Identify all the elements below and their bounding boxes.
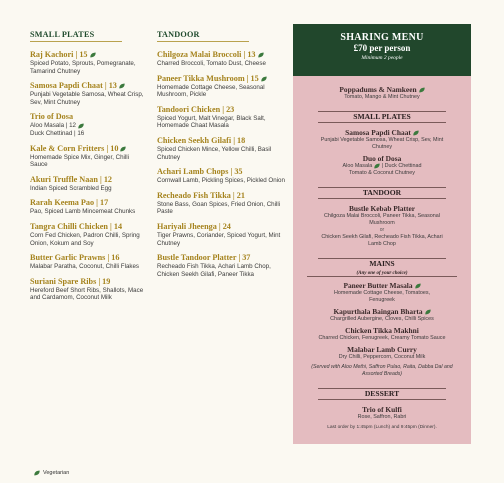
dish-description: Chargrilled Aubergine, Cloves, Chilli Spices: [330, 315, 434, 322]
dish-name: Chicken Seekh Gilafi | 18: [157, 135, 246, 145]
served-with-note: (Served with Aloo Methi, Saffron Pulao, Raita, Dabba Dal and Assorted Breads): [311, 363, 453, 377]
dish-name: Trio of Dosa: [30, 112, 74, 122]
last-order-note: Last order by 1:45pm (Lunch) and 9:45pm (Dinner).: [327, 424, 437, 430]
sharing-dessert-heading: DESSERT: [318, 388, 446, 400]
dish-name: Hariyali Jheenga | 24: [157, 221, 231, 231]
vegetarian-leaf-icon: [414, 284, 421, 289]
menu-item: [30, 198, 148, 216]
dish-description: Hereford Beef Short Ribs, Shallots, Mace and Cardamom, Coconut Milk: [30, 286, 144, 302]
vegetarian-leaf-icon: [413, 131, 420, 136]
menu-item: [157, 136, 287, 161]
vegetarian-leaf-icon: [119, 84, 126, 89]
vegetarian-leaf-icon: [89, 53, 96, 58]
sharing-menu-minimum: Minimum 2 people: [361, 55, 403, 61]
dish-description: Aloo Masala: [342, 163, 373, 169]
dish-name: Achari Lamb Chops | 35: [157, 167, 243, 177]
vegetarian-leaf-icon: [418, 88, 425, 93]
dish-description: Rose, Saffron, Rabri: [357, 413, 407, 420]
dish-name: Akuri Truffle Naan | 12: [30, 174, 113, 184]
dish-name: Suriani Spare Ribs | 19: [30, 276, 111, 286]
dish-name: Paneer Butter Masala: [343, 280, 413, 290]
dish-description: Spiced Chicken Mince, Yellow Chilli, Basil Chutney: [157, 145, 272, 161]
dish-name: Raj Kachori | 15: [30, 50, 88, 59]
dish-name: Bustle Tandoor Platter | 37: [157, 253, 251, 263]
dish-name: Tangra Chilli Chicken | 14: [30, 221, 123, 231]
dish-description: Charred Chicken, Fenugreek, Creamy Tomato Sauce: [318, 334, 446, 341]
dish-description: Indian Spiced Scrambled Egg: [30, 184, 112, 192]
menu-item: [30, 253, 148, 271]
dish-description: Spiced Yogurt, Malt Vinegar, Black Salt, Homemade Chaat Masala: [157, 114, 266, 130]
dish-name: Recheado Fish Tikka | 21: [157, 190, 245, 200]
menu-item: [30, 112, 148, 137]
sharing-menu-body: [293, 76, 471, 430]
menu-item: [30, 81, 148, 106]
sharing-small-plates-heading: SMALL PLATES: [318, 111, 446, 123]
menu-item: [30, 50, 148, 75]
menu-item: [157, 253, 287, 278]
dish-name: Trio of Kulfi: [362, 404, 402, 414]
dish-name: Paneer Tikka Mushroom | 15: [157, 73, 259, 83]
small-plates-column: [30, 24, 148, 308]
vegetarian-leaf-icon: [257, 53, 264, 58]
dish-description: Pao, Spiced Lamb Mincemeat Chunks: [30, 208, 136, 216]
menu-item: [157, 50, 287, 68]
dish-description: Duck Chettinad | 16: [30, 129, 85, 137]
vegetarian-legend-label: Vegetarian: [43, 470, 70, 476]
dish-description: Homemade Cottage Cheese, Seasonal Mushroom, Pickle: [157, 83, 265, 99]
menu-item: [157, 222, 287, 247]
dish-name: Tandoori Chicken | 23: [157, 104, 235, 114]
menu-item: [157, 74, 287, 99]
dish-description: Tiger Prawns, Coriander, Spiced Yogurt, Mint Chutney: [157, 231, 281, 247]
dish-description: Chilgoza Malai Broccoli, Paneer Tikka, Seasonal Mushroom: [324, 213, 440, 226]
vegetarian-leaf-icon: [260, 76, 267, 81]
vegetarian-leaf-icon: [120, 146, 127, 151]
dish-description: Aloo Masala | 12: [30, 122, 76, 130]
menu-item: [157, 167, 287, 185]
dish-name: Kapurthala Baingan Bharta: [333, 306, 423, 316]
dish-name: Duo of Dosa: [362, 154, 402, 163]
sharing-menu-header: [293, 24, 471, 76]
dish-description: Punjabi Vegetable Samosa, Wheat Crisp, Sev, Mint Chutney: [320, 137, 444, 150]
dish-description: Punjabi Vegetable Samosa, Wheat Crisp, Sev, Mint Chutney: [30, 91, 144, 106]
dish-description: Chicken Seekh Gilafi, Recheado Fish Tikka, Achari Lamb Chop: [321, 234, 443, 247]
menu-item: [157, 191, 287, 216]
mains-subtitle: (Any one of your choice): [356, 271, 408, 276]
dish-description: Homemade Spice Mix, Ginger, Chilli Sauce: [30, 153, 130, 169]
menu-item: [30, 144, 148, 169]
dish-description: Malabar Paratha, Coconut, Chilli Flakes: [30, 263, 140, 271]
dish-name: Kale & Corn Fritters | 10: [30, 143, 119, 153]
dish-name: Chicken Tikka Makhni: [345, 325, 419, 335]
dish-description: Stone Bass, Goan Spices, Fried Onion, Chilli Paste: [157, 200, 281, 216]
vegetarian-leaf-icon: [374, 163, 381, 168]
tandoor-heading: TANDOOR: [157, 30, 249, 42]
tandoor-column: [157, 24, 287, 284]
or-separator: or: [379, 227, 385, 233]
vegetarian-leaf-icon: [424, 310, 431, 315]
vegetarian-leaf-icon: [34, 470, 41, 475]
dish-name: Chilgoza Malai Broccoli | 13: [157, 50, 256, 59]
dish-description: Tomato & Coconut Chutney: [349, 170, 415, 176]
sharing-tandoor-heading: TANDOOR: [318, 187, 446, 199]
dish-description: Charred Broccoli, Tomato Dust, Cheese: [157, 60, 266, 67]
dish-description: | Duck Chettinad: [381, 163, 422, 169]
menu-item: [30, 277, 148, 302]
dish-description: Cornwall Lamb, Pickling Spices, Pickled Onion: [157, 177, 285, 185]
dish-name: Rarah Keema Pao | 17: [30, 198, 109, 208]
small-plates-heading: SMALL PLATES: [30, 30, 122, 42]
vegetarian-leaf-icon: [78, 123, 85, 128]
sharing-menu-panel: [293, 24, 471, 444]
sharing-menu-title: SHARING MENU: [340, 32, 424, 43]
dish-name: Samosa Papdi Chaat: [345, 128, 411, 137]
dish-description: Corn Fed Chicken, Padron Chilli, Spring Onion, Kokum and Soy: [30, 231, 140, 247]
sharing-mains-heading: MAINS: [318, 258, 446, 269]
sharing-menu-price: £70 per person: [353, 43, 411, 53]
vegetarian-legend: [34, 470, 69, 476]
dish-description: Spiced Potato, Sprouts, Pomegranate, Tamarind Chutney: [30, 60, 136, 75]
dish-description: Tomato, Mango & Mint Chutney: [344, 94, 420, 100]
dish-description: Homemade Cottage Cheese, Tomatoes, Fenugreek: [333, 289, 431, 303]
menu-item: [30, 222, 148, 247]
dish-name: Bustle Kebab Platter: [348, 204, 416, 213]
dish-name: Malabar Lamb Curry: [347, 344, 417, 354]
dish-description: Dry Chilli, Peppercorn, Coconut Milk: [338, 353, 426, 360]
dish-description: Recheado Fish Tikka, Achari Lamb Chop, Chicken Seekh Gilafi, Paneer Tikka: [157, 263, 271, 278]
dish-name: Butter Garlic Prawns | 16: [30, 253, 120, 263]
dish-name: Samosa Papdi Chaat | 13: [30, 81, 117, 91]
menu-item: [30, 175, 148, 193]
menu-item: [157, 105, 287, 130]
dish-name: Poppadums & Namkeen: [339, 85, 417, 94]
